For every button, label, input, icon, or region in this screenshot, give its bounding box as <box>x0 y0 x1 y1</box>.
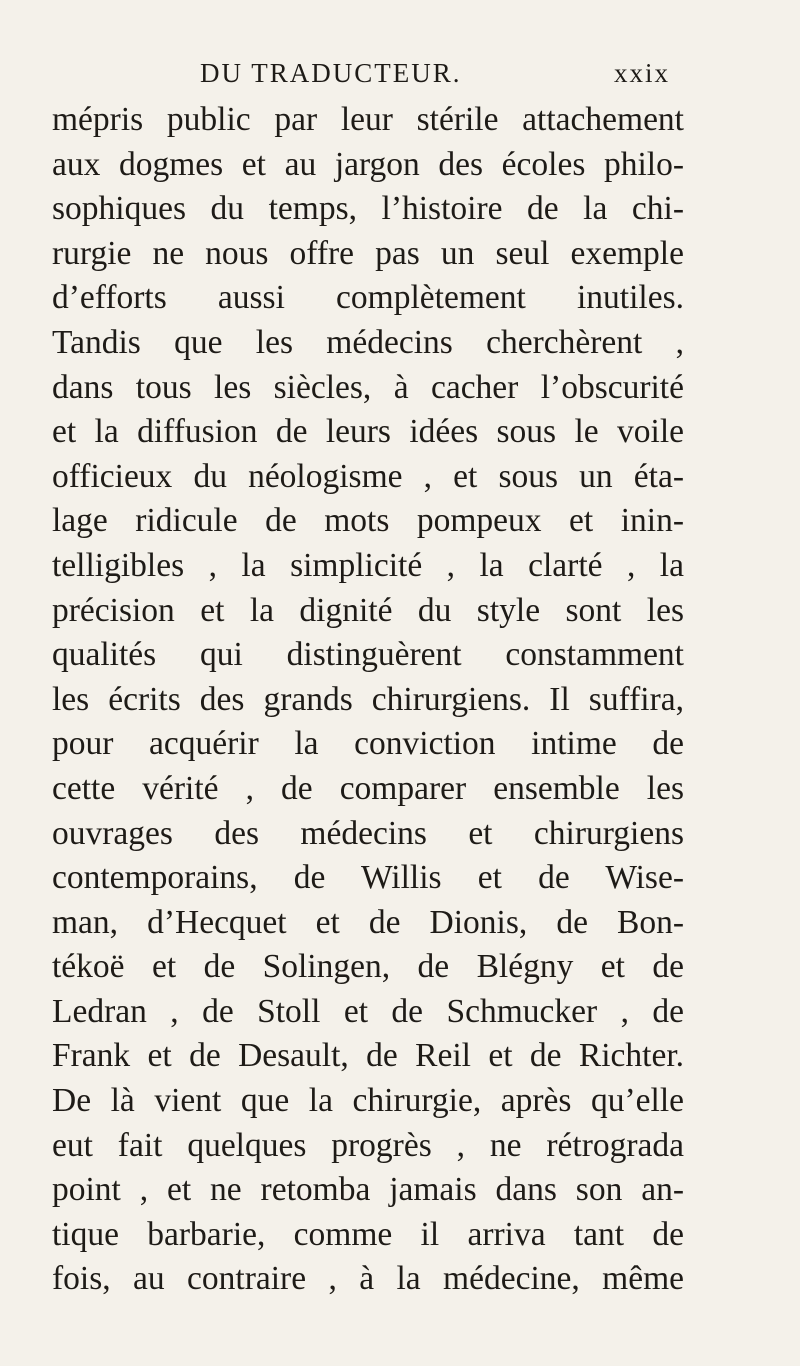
text-line: tékoë et de Solingen, de Blégny et de <box>52 948 684 986</box>
page-number: xxix <box>613 58 670 88</box>
text-line: aux dogmes et au jargon des écoles philo- <box>52 145 684 183</box>
text-line: d’efforts aussi complètement inutiles. <box>52 279 684 317</box>
text-line: dans tous les siècles, à cacher l’obscurité <box>52 368 684 406</box>
text-line: cette vérité , de comparer ensemble les <box>52 769 684 807</box>
running-title: DU TRADUCTEUR. <box>200 58 462 88</box>
text-line: mépris public par leur stérile attachement <box>52 101 684 138</box>
text-line: qualités qui distinguèrent constamment <box>52 636 684 674</box>
text-line: rurgie ne nous offre pas un seul exemple <box>52 234 684 272</box>
text-line: sophiques du temps, l’histoire de la chi- <box>52 190 684 228</box>
text-line: Frank et de Desault, de Reil et de Richter. <box>52 1037 684 1075</box>
text-line: man, d’Hecquet et de Dionis, de Bon- <box>52 903 684 941</box>
text-line: eut fait quelques progrès , ne rétrograda <box>52 1126 684 1164</box>
body-text <box>52 98 684 1302</box>
text-line: officieux du néologisme , et sous un éta- <box>52 457 684 495</box>
text-line: Tandis que les médecins cherchèrent , <box>52 323 684 361</box>
text-line: et la diffusion de leurs idées sous le voile <box>52 413 684 451</box>
text-line: point , et ne retomba jamais dans son an- <box>52 1171 684 1209</box>
text-line: De là vient que la chirurgie, après qu’elle <box>52 1082 684 1120</box>
text-line: lage ridicule de mots pompeux et inin- <box>52 502 684 540</box>
text-line: contemporains, de Willis et de Wise- <box>52 859 684 897</box>
text-line: tique barbarie, comme il arriva tant de <box>52 1215 684 1253</box>
running-head <box>200 58 670 98</box>
text-line: Ledran , de Stoll et de Schmucker , de <box>52 992 684 1030</box>
text-line: pour acquérir la conviction intime de <box>52 725 684 763</box>
text-line: les écrits des grands chirurgiens. Il suffira, <box>52 680 684 718</box>
text-line: précision et la dignité du style sont les <box>52 591 684 629</box>
text-line: fois, au contraire , à la médecine, même <box>52 1260 684 1298</box>
text-line: telligibles , la simplicité , la clarté , la <box>52 546 684 584</box>
text-line: ouvrages des médecins et chirurgiens <box>52 814 684 852</box>
